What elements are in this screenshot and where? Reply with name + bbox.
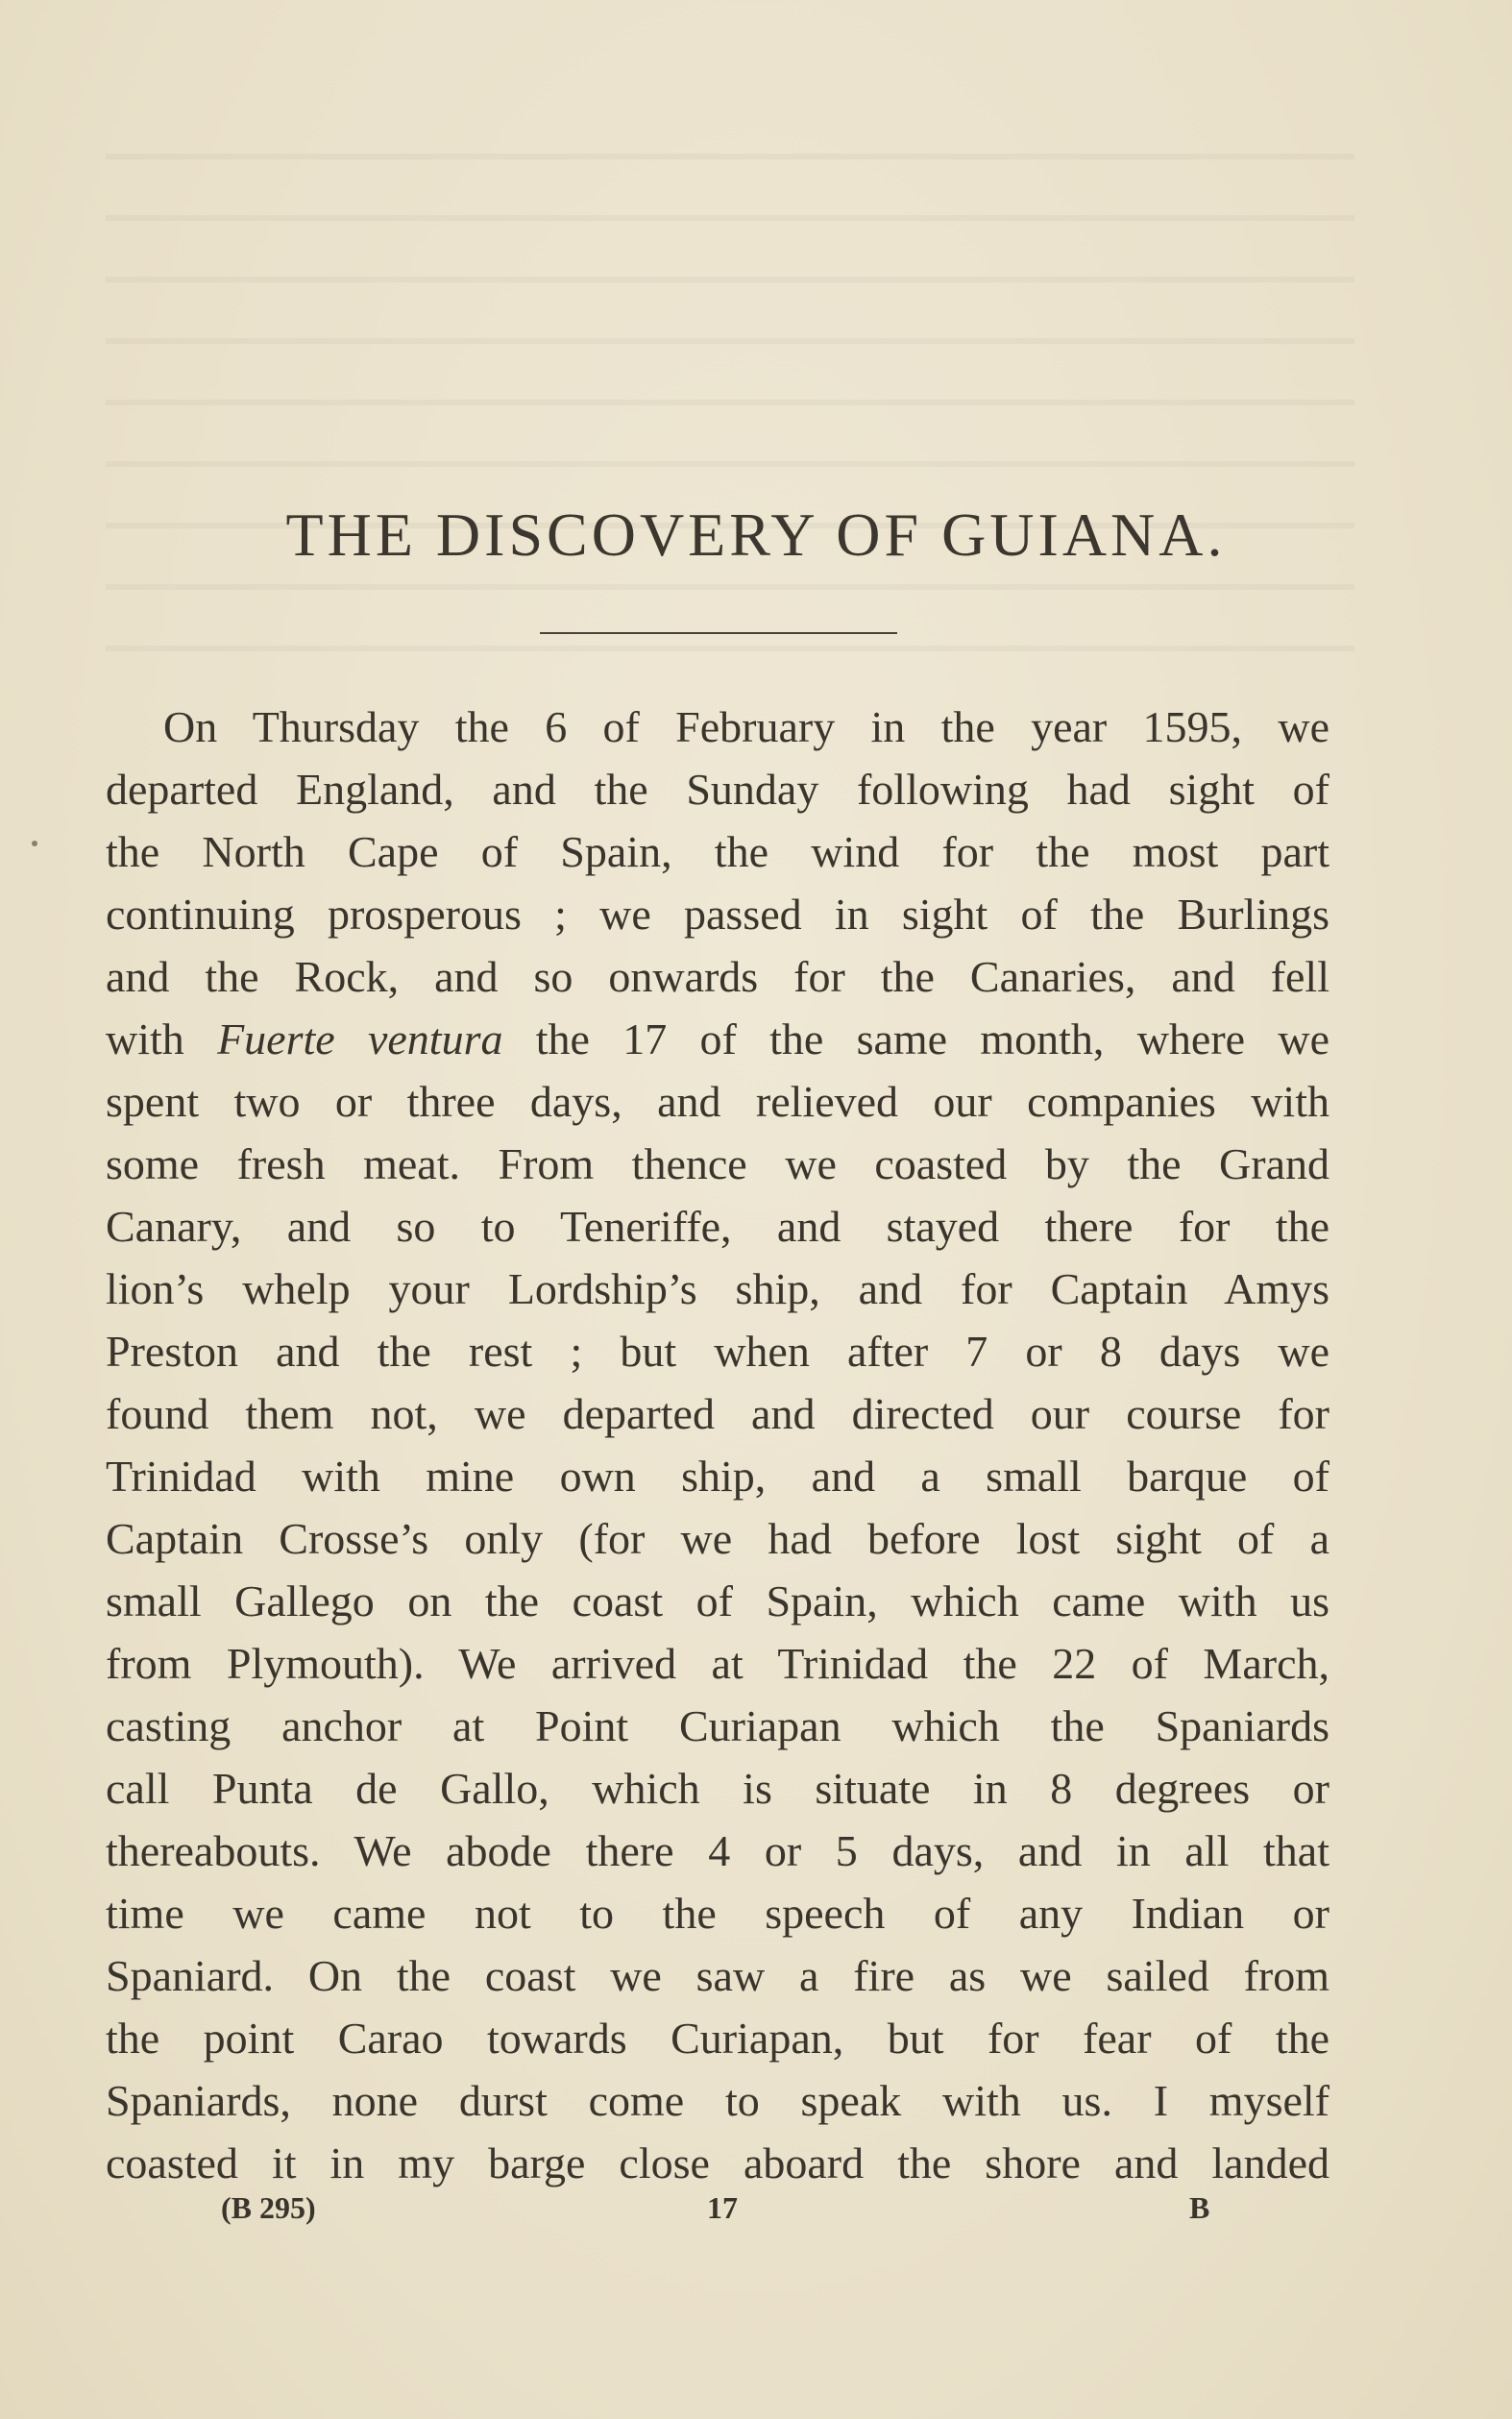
text-line: lion’s whelp your Lordship’s ship, and for Captain Amys <box>106 1264 1329 1313</box>
text-line: continuing prosperous ; we passed in sight of the Burlings <box>106 890 1329 939</box>
text-line: Preston and the rest ; but when after 7 or 8 days we <box>106 1327 1329 1376</box>
text-line: some fresh meat. From thence we coasted by the Grand <box>106 1139 1329 1188</box>
text-line: Spaniards, none durst come to speak with us. I myself <box>106 2076 1329 2125</box>
text-line: thereabouts. We abode there 4 or 5 days, and in all that <box>106 1826 1329 1875</box>
text-line: spent two or three days, and relieved our companies with <box>106 1077 1329 1126</box>
gathering-letter: B <box>1189 2190 1210 2225</box>
text-line: and the Rock, and so onwards for the Canaries, and fell <box>106 952 1329 1001</box>
chapter-title: THE DISCOVERY OF GUIANA. <box>285 501 1227 569</box>
text-line: time we came not to the speech of any Indian or <box>106 1889 1329 1938</box>
text-line: call Punta de Gallo, which is situate in 8 degrees or <box>106 1764 1329 1813</box>
line-rest: the 17 of the same month, where we <box>535 1014 1329 1063</box>
line-prefix: with <box>106 1014 184 1063</box>
text-line: Canary, and so to Teneriffe, and stayed there for the <box>106 1202 1329 1251</box>
show-through-text <box>106 115 1354 692</box>
paper-speck <box>32 841 37 846</box>
text-line: found them not, we departed and directed our course for <box>106 1389 1329 1438</box>
page-number: 17 <box>707 2190 738 2225</box>
text-line: small Gallego on the coast of Spain, which came with us <box>106 1576 1329 1625</box>
text-line: casting anchor at Point Curiapan which the Spaniards <box>106 1701 1329 1750</box>
body-paragraph <box>106 696 1329 2194</box>
text-line: from Plymouth). We arrived at Trinidad the 22 of March, <box>106 1639 1329 1688</box>
text-line: Spaniard. On the coast we saw a fire as we sailed from <box>106 1951 1329 2000</box>
text-line: the point Carao towards Curiapan, but for fear of the <box>106 2014 1329 2063</box>
title-rule <box>540 632 897 634</box>
text-line: Captain Crosse’s only (for we had before lost sight of a <box>106 1514 1329 1563</box>
text-line: coasted it in my barge close aboard the shore and landed <box>106 2138 1329 2187</box>
text-line: departed England, and the Sunday following had sight of <box>106 765 1329 814</box>
italic-place-name: Fuerte ventura <box>217 1014 503 1063</box>
page-footer <box>0 2190 1512 2229</box>
text-line: On Thursday the 6 of February in the year 1595, we <box>163 702 1329 751</box>
text-line: Trinidad with mine own ship, and a small barque of <box>106 1452 1329 1501</box>
signature-mark: (B 295) <box>221 2190 316 2225</box>
text-line: the North Cape of Spain, the wind for the most part <box>106 827 1329 876</box>
text-line-with-italic <box>106 1008 1329 1070</box>
